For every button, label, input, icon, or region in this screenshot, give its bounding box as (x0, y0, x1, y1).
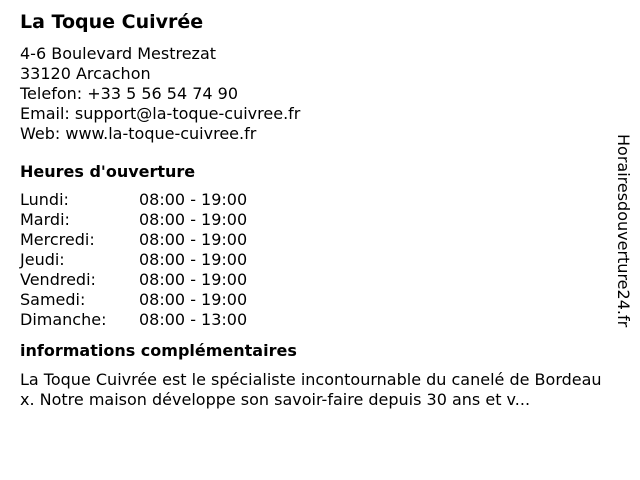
day-label: Vendredi: (20, 270, 96, 289)
day-label: Lundi: (20, 190, 69, 209)
hours-row-wednesday (20, 230, 610, 250)
time-range: 08:00 - 19:00 (139, 290, 248, 309)
hours-row-saturday (20, 290, 610, 310)
day-label: Samedi: (20, 290, 86, 309)
address-city: 33120 Arcachon (20, 64, 151, 83)
time-range: 08:00 - 19:00 (139, 190, 248, 209)
day-label: Jeudi: (20, 250, 65, 269)
contact-block (20, 44, 610, 144)
hours-row-thursday (20, 250, 610, 270)
hours-row-sunday (20, 310, 610, 330)
hours-row-friday (20, 270, 610, 290)
time-range: 08:00 - 19:00 (139, 270, 248, 289)
day-label: Mardi: (20, 210, 70, 229)
additional-info-heading: informations complémentaires (20, 341, 297, 360)
opening-hours-table (20, 190, 610, 330)
time-range: 08:00 - 19:00 (139, 210, 248, 229)
email-line: Email: support@la-toque-cuivree.fr (20, 104, 301, 123)
phone-line: Telefon: +33 5 56 54 74 90 (20, 84, 239, 103)
business-card (20, 10, 610, 410)
time-range: 08:00 - 19:00 (139, 230, 248, 249)
day-label: Dimanche: (20, 310, 107, 329)
opening-hours-heading: Heures d'ouverture (20, 162, 196, 181)
business-description: La Toque Cuivrée est le spécialiste incontournable du canelé de Bordeaux. Notre maison développe son savoir-faire depuis 30 ans et v... (20, 370, 602, 409)
business-name: La Toque Cuivrée (20, 11, 204, 33)
time-range: 08:00 - 13:00 (139, 310, 248, 329)
hours-row-tuesday (20, 210, 610, 230)
address-street: 4-6 Boulevard Mestrezat (20, 44, 217, 63)
site-watermark: Horairesdouverture24.fr (614, 134, 633, 328)
day-label: Mercredi: (20, 230, 95, 249)
web-line: Web: www.la-toque-cuivree.fr (20, 124, 257, 143)
time-range: 08:00 - 19:00 (139, 250, 248, 269)
hours-row-monday (20, 190, 610, 210)
